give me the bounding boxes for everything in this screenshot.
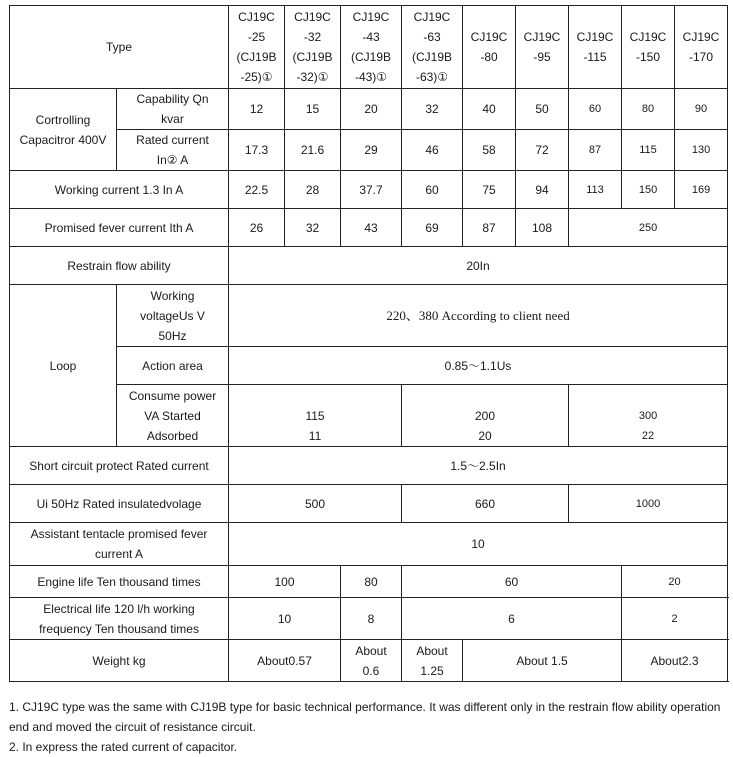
restrain-row [10, 247, 728, 285]
table-cell: 1.5～2.5In [229, 447, 728, 485]
model-header: CJ19C -32 (CJ19B -32)① [285, 6, 341, 89]
table-cell: 94 [516, 171, 569, 209]
table-cell: 130 [675, 130, 728, 171]
table-cell: 660 [402, 485, 569, 523]
table-cell: 169 [675, 171, 728, 209]
table-cell: 60 [402, 171, 463, 209]
table-cell: 115 11 [229, 385, 402, 447]
spec-table [9, 5, 728, 682]
table-cell: 32 [402, 89, 463, 130]
promised-fever-label: Promised fever current Ith A [10, 209, 229, 247]
table-cell: 300 22 [569, 385, 728, 447]
table-cell: 75 [463, 171, 516, 209]
model-header: CJ19C -43 (CJ19B -43)① [341, 6, 402, 89]
controlling-label: Cortrolling Capacitror 400V [10, 89, 117, 171]
table-cell: 87 [569, 130, 622, 171]
table-cell: 12 [229, 89, 285, 130]
table-cell: About 1.25 [402, 640, 463, 682]
table-cell: About 1.5 [463, 640, 622, 682]
working-current-row [10, 171, 728, 209]
table-cell: About 0.6 [341, 640, 402, 682]
model-header: CJ19C -25 (CJ19B -25)① [229, 6, 285, 89]
table-cell: 80 [341, 566, 402, 598]
table-cell: 58 [463, 130, 516, 171]
insulated-row [10, 485, 728, 523]
electrical-life-label: Electrical life 120 l/h working frequency Ten thousand times [10, 598, 229, 640]
electrical-life-row [10, 598, 728, 640]
table-cell: 43 [341, 209, 402, 247]
assistant-label: Assistant tentacle promised fever current A [10, 523, 229, 566]
weight-label: Weight kg [10, 640, 229, 682]
rated-current-row [10, 130, 728, 171]
model-header: CJ19C -63 (CJ19B -63)① [402, 6, 463, 89]
table-cell: 200 20 [402, 385, 569, 447]
engine-life-row [10, 566, 728, 598]
table-cell: 2 [622, 598, 728, 640]
table-cell: 40 [463, 89, 516, 130]
footnote: 2. In express the rated current of capacitor. [9, 740, 238, 754]
capability-label: Capability Qn kvar [117, 89, 229, 130]
table-cell: 100 [229, 566, 341, 598]
table-cell: 20 [622, 566, 728, 598]
model-header: CJ19C -115 [569, 6, 622, 89]
working-voltage-row [10, 285, 728, 347]
table-cell: 60 [569, 89, 622, 130]
insulated-label: Ui 50Hz Rated insulatedvolage [10, 485, 229, 523]
capability-row [10, 89, 728, 130]
table-cell: 28 [285, 171, 341, 209]
table-cell: About0.57 [229, 640, 341, 682]
table-cell: 500 [229, 485, 402, 523]
table-cell: 115 [622, 130, 675, 171]
table-cell: 10 [229, 523, 728, 566]
table-cell: 60 [402, 566, 622, 598]
short-circuit-label: Short circuit protect Rated current [10, 447, 229, 485]
type-header: Type [10, 6, 229, 89]
short-circuit-row [10, 447, 728, 485]
model-header: CJ19C -80 [463, 6, 516, 89]
table-cell: 17.3 [229, 130, 285, 171]
working-voltage-label: Working voltageUs V 50Hz [117, 285, 229, 347]
action-area-row [10, 347, 728, 385]
table-cell: 0.85～1.1Us [229, 347, 728, 385]
table-cell: 20 [341, 89, 402, 130]
table-cell: 108 [516, 209, 569, 247]
table-cell: 50 [516, 89, 569, 130]
table-cell: 15 [285, 89, 341, 130]
footnote: 1. CJ19C type was the same with CJ19B type for basic technical performance. It was different only in the restrain flow ability operation end and moved the circuit of resistance circuit. [9, 700, 721, 734]
table-cell: 8 [341, 598, 402, 640]
table-cell: 72 [516, 130, 569, 171]
table-cell: 69 [402, 209, 463, 247]
table-cell: 6 [402, 598, 622, 640]
table-cell: 26 [229, 209, 285, 247]
table-cell: 21.6 [285, 130, 341, 171]
model-header: CJ19C -150 [622, 6, 675, 89]
table-cell: 113 [569, 171, 622, 209]
table-cell: 37.7 [341, 171, 402, 209]
model-header: CJ19C -95 [516, 6, 569, 89]
assistant-row [10, 523, 728, 566]
table-cell: 46 [402, 130, 463, 171]
consume-power-row [10, 385, 728, 447]
model-header: CJ19C -170 [675, 6, 728, 89]
table-cell: 220、380 According to client need [229, 285, 728, 347]
footnotes [9, 697, 724, 757]
table-cell: 87 [463, 209, 516, 247]
action-area-label: Action area [117, 347, 229, 385]
table-cell: 32 [285, 209, 341, 247]
table-cell: About2.3 [622, 640, 728, 682]
table-cell: 90 [675, 89, 728, 130]
table-cell: 10 [229, 598, 341, 640]
table-cell: 20In [229, 247, 728, 285]
table-cell: 150 [622, 171, 675, 209]
restrain-label: Restrain flow ability [10, 247, 229, 285]
working-current-label: Working current 1.3 In A [10, 171, 229, 209]
table-cell: 80 [622, 89, 675, 130]
header-row [10, 6, 728, 89]
loop-label: Loop [10, 285, 117, 447]
table-cell: 22.5 [229, 171, 285, 209]
table-cell: 250 [569, 209, 728, 247]
table-cell: 29 [341, 130, 402, 171]
consume-power-label: Consume power VA Started Adsorbed [117, 385, 229, 447]
promised-fever-row [10, 209, 728, 247]
weight-row [10, 640, 728, 682]
table-cell: 1000 [569, 485, 728, 523]
rated-current-label: Rated current In② A [117, 130, 229, 171]
engine-life-label: Engine life Ten thousand times [10, 566, 229, 598]
